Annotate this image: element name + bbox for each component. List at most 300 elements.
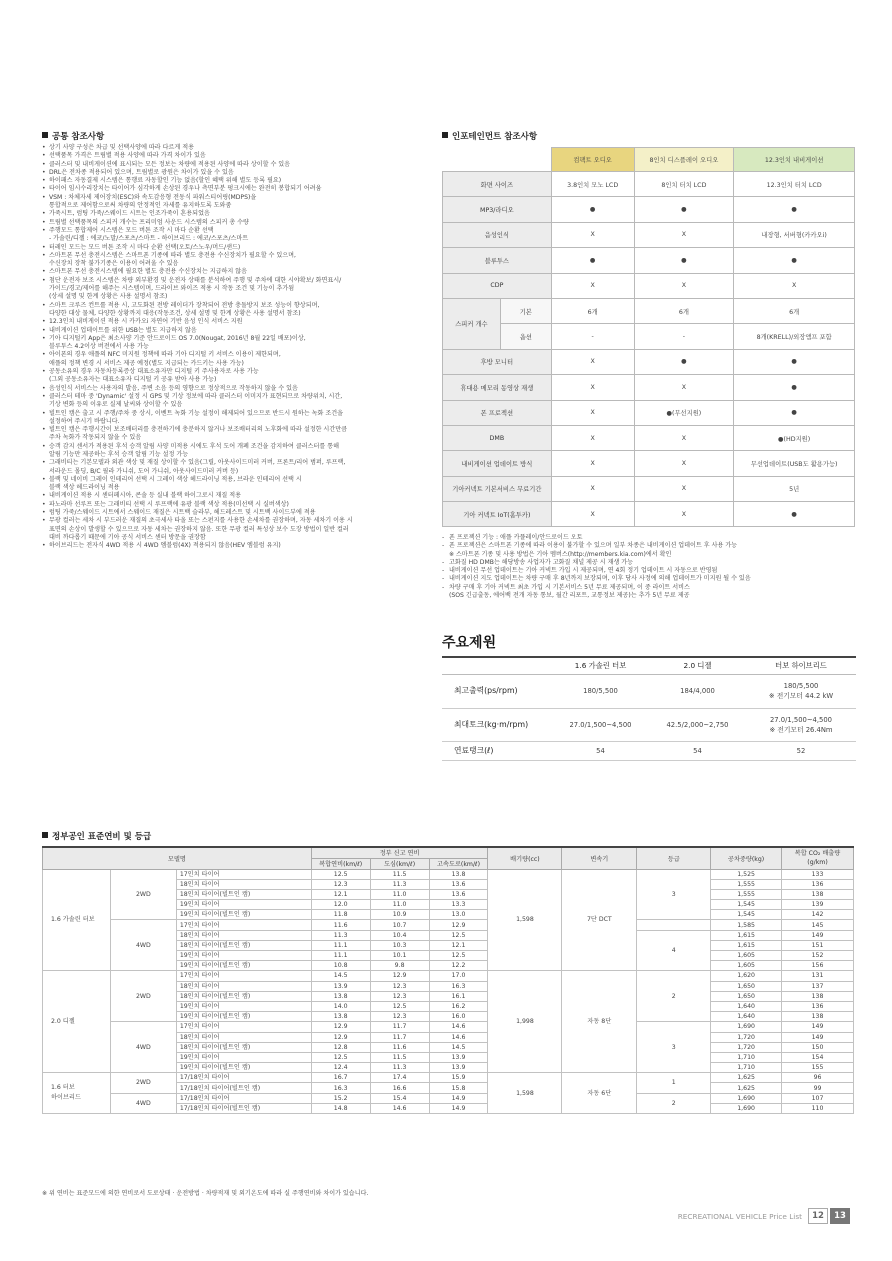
table-cell: ● [634, 248, 734, 273]
fuel-value: 13.3 [429, 900, 488, 910]
table-cell: X [551, 400, 634, 425]
page-number-left: 12 [808, 1208, 828, 1224]
curb-weight: 1,605 [711, 951, 782, 961]
row-label: CDP [443, 273, 552, 298]
fuel-header-combined: 복합연비(km/ℓ) [311, 858, 370, 869]
tire-option: 18인치 타이어 [176, 930, 311, 940]
table-row [443, 298, 855, 323]
fuel-value: 16.6 [370, 1083, 429, 1093]
fuel-value: 14.6 [429, 1022, 488, 1032]
fuel-value: 14.0 [311, 1001, 370, 1011]
tire-option: 18인치 타이어(빌트인 캠) [176, 1042, 311, 1052]
note-item: • 스마트 크루즈 컨트롤 적용 시, 고도화된 전방 레이더가 장착되어 전방 충돌방지 보조 성능이 향상되며, 다양한 대상 물체, 다양한 상황까지 대응(작동조건, 상세 설명 및 한계 상황은 사용 설명서 참조) [42, 302, 422, 319]
displacement: 1,598 [488, 869, 562, 971]
fuel-economy-table [42, 846, 854, 1114]
spec-value: 27.0/1,500~4,500 [552, 708, 649, 741]
drive-type: 4WD [110, 1022, 176, 1073]
curb-weight: 1,615 [711, 940, 782, 950]
table-cell: ● [634, 197, 734, 222]
fuel-header-displacement: 배기량(cc) [488, 847, 562, 869]
tire-option: 19인치 타이어 [176, 900, 311, 910]
table-cell: - [551, 324, 634, 349]
displacement: 1,598 [488, 1073, 562, 1114]
infotainment-title: 인포테인먼트 참조사항 [442, 130, 537, 142]
note-item: • 내비게이션 업데이트를 위한 USB는 별도 지급하지 않음 [42, 327, 422, 335]
table-row [442, 741, 856, 760]
drive-type: 4WD [110, 920, 176, 971]
row-label: 블루투스 [443, 248, 552, 273]
table-cell: X [634, 451, 734, 476]
fuel-value: 13.8 [311, 1012, 370, 1022]
table-cell: 6개 [551, 298, 634, 323]
fuel-value: 12.9 [370, 971, 429, 981]
specs-title: 주요제원 [442, 635, 497, 651]
note-item: • 빌트인 캠은 출고 시 주행/주차 중 상시, 이벤트 녹화 기능 설정이 해제되어 있으므로 반드시 원하는 녹화 조건을 설정하여 주시기 바랍니다. [42, 410, 422, 427]
fuel-value: 14.5 [429, 1042, 488, 1052]
fuel-value: 10.9 [370, 910, 429, 920]
note-item: • 아이폰의 경우 애플의 NFC 미지원 정책에 따라 기아 디지털 키 서비스 이용이 제한되며, 애플의 정책 변경 시 서비스 제공 예정(별도 지급되는 카드키는 사용 가능) [42, 351, 422, 368]
note-item: • 트림별 선택품목의 스피커 개수는 프리미엄 사운드 시스템의 스피커 총 수량 [42, 219, 422, 227]
note-item: • 빌트인 캠은 주행시간이 보조배터리를 충전하기에 충분하지 않거나 보조배터리의 노후화에 따라 설정한 시간만큼 주차 녹화가 작동되지 않을 수 있음 [42, 426, 422, 443]
spec-value: 180/5,500 ※ 전기모터 44.2 kW [746, 674, 856, 708]
fuel-header-curb-weight: 공차중량(kg) [711, 847, 782, 869]
fuel-value: 12.3 [370, 1012, 429, 1022]
table-cell: ● [734, 248, 855, 273]
fuel-value: 14.5 [311, 971, 370, 981]
table-cell: - [634, 324, 734, 349]
fuel-value: 12.3 [311, 879, 370, 889]
co2-emission: 110 [782, 1103, 854, 1113]
curb-weight: 1,585 [711, 920, 782, 930]
row-label: 음성인식 [443, 222, 552, 247]
displacement: 1,998 [488, 971, 562, 1073]
curb-weight: 1,710 [711, 1052, 782, 1062]
efficiency-grade: 2 [637, 1093, 711, 1113]
efficiency-grade: 4 [637, 930, 711, 971]
row-label: 스피커 개수 [443, 298, 501, 349]
fuel-value: 15.4 [370, 1093, 429, 1103]
fuel-value: 12.1 [311, 889, 370, 899]
fuel-value: 16.3 [429, 981, 488, 991]
fuel-header-grade: 등급 [637, 847, 711, 869]
fuel-value: 11.0 [370, 889, 429, 899]
note-item: - 폰 프로젝션은 스마트폰 기종에 따라 이용이 불가할 수 있으며 일부 차종은 내비게이션 업데이트 후 사용 가능 ※ 스마트폰 기종 및 사용 방법은 기아 멤버스(http://members.kia.com)에서 확인 [442, 542, 862, 559]
table-cell: ●(HD지원) [734, 425, 855, 450]
note-item: • 선택품목 가격은 트림별 적용 사양에 따라 가격 차이가 있음 [42, 152, 422, 160]
row-label: 기아커넥트 기본서비스 무료기간 [443, 476, 552, 501]
row-label: 내비게이션 업데이트 방식 [443, 451, 552, 476]
spec-label: 최고출력(ps/rpm) [442, 674, 552, 708]
fuel-value: 13.9 [311, 981, 370, 991]
note-item: - 고화질 HD DMB는 해당방송 사업자가 고화질 채널 제공 시 재생 가능 [442, 559, 862, 567]
row-label: DMB [443, 425, 552, 450]
table-cell: 12.3인치 터치 LCD [734, 172, 855, 197]
tire-option: 17인치 타이어 [176, 869, 311, 879]
table-row [43, 869, 854, 879]
model-name: 1.6 터보 하이브리드 [43, 1073, 111, 1114]
note-item: • 클러스터 테마 중 'Dynamic' 설정 시 GPS 및 기상 정보에 따라 클러스터 이미지가 표현되므로 차량위치, 시간, 기상 변화 등의 이유로 실제 날씨와 상이할 수 있음 [42, 393, 422, 410]
co2-emission: 145 [782, 920, 854, 930]
note-item: • 12.3인치 내비게이션 적용 시 카카오i 자연어 기반 음성 인식 서비스 지원 [42, 318, 422, 326]
fuel-value: 11.0 [370, 900, 429, 910]
note-item: • 무광 컬러는 세차 시 부드러운 재질의 초극세사 타올 또는 스펀지를 사용한 손세차를 권장하며, 자동 세차기 이용 시 표면의 손상이 발생할 수 있으므로 자동 세차는 권장하지 않음. 또한 무광 컬러 특성상 보수 도장 방법이 일반 컬러 대비 까다롭기 때문에 기아 공식 서비스 센터 방문을 권장함 [42, 517, 422, 542]
table-row [443, 222, 855, 247]
col-compact-audio: 컴팩트 오디오 [551, 148, 634, 172]
specs-col-hybrid: 터보 하이브리드 [746, 657, 856, 674]
co2-emission: 149 [782, 1032, 854, 1042]
fuel-value: 12.3 [370, 991, 429, 1001]
curb-weight: 1,625 [711, 1083, 782, 1093]
table-cell: ● [734, 400, 855, 425]
curb-weight: 1,650 [711, 991, 782, 1001]
infotainment-table [442, 147, 855, 527]
fuel-value: 11.6 [311, 920, 370, 930]
fuel-value: 14.8 [311, 1103, 370, 1113]
table-cell: X [634, 375, 734, 400]
co2-emission: 139 [782, 900, 854, 910]
table-row [443, 248, 855, 273]
efficiency-grade: 3 [637, 869, 711, 920]
table-cell: ● [551, 248, 634, 273]
note-item: • 터레인 모드는 모드 버튼 조작 시 마다 순환 선택(오토/스노우/머드/샌드) [42, 244, 422, 252]
tire-option: 17/18인치 타이어(빌트인 캠) [176, 1083, 311, 1093]
fuel-value: 16.7 [311, 1073, 370, 1083]
table-cell: ● [551, 197, 634, 222]
table-cell: 6개 [734, 298, 855, 323]
fuel-value: 13.8 [429, 869, 488, 879]
table-cell: 5년 [734, 476, 855, 501]
tire-option: 19인치 타이어(빌트인 캠) [176, 1063, 311, 1073]
fuel-value: 16.2 [429, 1001, 488, 1011]
fuel-value: 14.9 [429, 1103, 488, 1113]
curb-weight: 1,710 [711, 1063, 782, 1073]
spec-label: 최대토크(kg·m/rpm) [442, 708, 552, 741]
table-cell: X [551, 502, 634, 527]
fuel-value: 13.6 [429, 889, 488, 899]
specs-col-gasoline: 1.6 가솔린 터보 [552, 657, 649, 674]
drive-type: 4WD [110, 1093, 176, 1113]
curb-weight: 1,620 [711, 971, 782, 981]
table-cell: X [551, 375, 634, 400]
row-label: 후방 모니터 [443, 349, 552, 374]
table-cell: ●(무선지원) [634, 400, 734, 425]
fuel-header-model: 모델명 [43, 847, 312, 869]
fuel-value: 12.8 [311, 1042, 370, 1052]
fuel-value: 11.3 [370, 1063, 429, 1073]
table-row [43, 1093, 854, 1103]
spec-value: 180/5,500 [552, 674, 649, 708]
fuel-header-city: 도심(km/ℓ) [370, 858, 429, 869]
note-item: • 주행모드 통합제어 시스템은 모드 버튼 조작 시 마다 순환 선택 - 가솔린/디젤 : 에코/노말/스포츠/스마트 - 하이브리드 : 에코/스포츠/스마트 [42, 227, 422, 244]
tire-option: 19인치 타이어 [176, 951, 311, 961]
tire-option: 17인치 타이어 [176, 920, 311, 930]
fuel-value: 10.8 [311, 961, 370, 971]
fuel-header-transmission: 변속기 [562, 847, 637, 869]
table-cell: 6개 [634, 298, 734, 323]
table-row [443, 273, 855, 298]
table-corner [443, 148, 552, 172]
note-item: • 첨단 운전자 보조 시스템은 차량 외부환경 및 운전자 상태를 분석하여 주행 및 주차에 대한 시야확보/ 화면표시/ 가이드/경고/제어를 해주는 시스템이며, 드라이브 와이즈 적용 시 작동 조건 및 기능이 추가됨 (상세 설명 및 한계 상황은 사용 설명서 참조) [42, 277, 422, 302]
table-cell: ● [734, 197, 855, 222]
fuel-value: 12.5 [429, 951, 488, 961]
fuel-value: 16.3 [311, 1083, 370, 1093]
note-item: • 그래비티는 기본모델과 외관 색상 및 재질 상이할 수 있음(그릴, 아웃사이드미러 커버, 프론트/리어 범퍼, 루프랙, 서라운드 몰딩, B/C 필라 가니쉬, 도어 가니쉬, 아웃사이드미러 커버 등) [42, 459, 422, 476]
model-name: 1.6 가솔린 터보 [43, 869, 111, 971]
curb-weight: 1,640 [711, 1012, 782, 1022]
table-cell: X [551, 273, 634, 298]
page-number-right: 13 [830, 1208, 850, 1224]
transmission: 자동 8단 [562, 971, 637, 1073]
co2-emission: 133 [782, 869, 854, 879]
fuel-value: 17.0 [429, 971, 488, 981]
co2-emission: 152 [782, 951, 854, 961]
tire-option: 18인치 타이어(빌트인 캠) [176, 889, 311, 899]
square-bullet-icon [42, 832, 48, 838]
co2-emission: 96 [782, 1073, 854, 1083]
table-row [443, 451, 855, 476]
spec-value: 54 [649, 741, 746, 760]
curb-weight: 1,640 [711, 1001, 782, 1011]
fuel-value: 14.6 [370, 1103, 429, 1113]
table-cell: 8개(KRELL)/외장앰프 포함 [734, 324, 855, 349]
table-cell: X [551, 451, 634, 476]
drive-type: 2WD [110, 1073, 176, 1093]
note-item: • 하이패스 자동결제 시스템은 통행료 자동할인 기능 없음(할인 혜택 위해 별도 등록 필요) [42, 177, 422, 185]
fuel-header-highway: 고속도로(km/ℓ) [429, 858, 488, 869]
tire-option: 17/18인치 타이어 [176, 1073, 311, 1083]
spec-value: 54 [552, 741, 649, 760]
fuel-value: 10.4 [370, 930, 429, 940]
co2-emission: 151 [782, 940, 854, 950]
co2-emission: 150 [782, 1042, 854, 1052]
common-notes-list [42, 144, 422, 551]
spec-value: 52 [746, 741, 856, 760]
fuel-value: 13.6 [429, 879, 488, 889]
fuel-value: 12.3 [370, 981, 429, 991]
curb-weight: 1,690 [711, 1093, 782, 1103]
curb-weight: 1,525 [711, 869, 782, 879]
table-row [443, 502, 855, 527]
fuel-value: 10.3 [370, 940, 429, 950]
specs-corner [442, 657, 552, 674]
drive-type: 2WD [110, 869, 176, 920]
fuel-value: 11.7 [370, 1022, 429, 1032]
table-row [43, 1073, 854, 1083]
table-cell: 8인치 터치 LCD [634, 172, 734, 197]
curb-weight: 1,605 [711, 961, 782, 971]
tire-option: 18인치 타이어(빌트인 캠) [176, 940, 311, 950]
co2-emission: 149 [782, 1022, 854, 1032]
row-label: 화면 사이즈 [443, 172, 552, 197]
note-item: • 스마트폰 무선 충전시스템은 스마트폰 기종에 따라 별도 충전용 수신장치가 필요할 수 있으며, 수신장치 장착 불가기종은 이용이 어려울 수 있음 [42, 252, 422, 269]
curb-weight: 1,555 [711, 879, 782, 889]
fuel-value: 17.4 [370, 1073, 429, 1083]
table-row [443, 400, 855, 425]
co2-emission: 142 [782, 910, 854, 920]
curb-weight: 1,625 [711, 1073, 782, 1083]
tire-option: 18인치 타이어 [176, 1032, 311, 1042]
note-item: • 클러스터 및 내비게이션에 표시되는 모든 정보는 차량에 적용된 사양에 따라 상이할 수 있음 [42, 161, 422, 169]
row-label: 휴대용 메모리 동영상 재생 [443, 375, 552, 400]
table-row [443, 476, 855, 501]
note-item: • 블랙 및 네이비 그레이 인테리어 선택 시 그레이 색상 헤드라이닝 적용, 브라운 인테리어 선택 시 블랙 색상 헤드라이닝 적용 [42, 476, 422, 493]
table-cell: X [634, 273, 734, 298]
fuel-value: 12.9 [429, 920, 488, 930]
table-cell: X [634, 425, 734, 450]
model-name: 2.0 디젤 [43, 971, 111, 1073]
table-row [443, 197, 855, 222]
row-label: MP3/라디오 [443, 197, 552, 222]
fuel-value: 13.9 [429, 1063, 488, 1073]
table-row [43, 920, 854, 930]
fuel-value: 11.5 [370, 1052, 429, 1062]
tire-option: 19인치 타이어(빌트인 캠) [176, 1012, 311, 1022]
note-item: • 공동소유의 경우 자동차등록증상 대표소유자만 디지털 키 주사용자로 사용 가능 (그외 공동소유자는 대표소유자 디지털 키 공유 받아 사용 가능) [42, 368, 422, 385]
curb-weight: 1,690 [711, 1022, 782, 1032]
fuel-footnote: ※ 위 연비는 표준모드에 의한 연비로서 도로상태 · 운전방법 · 차량적재 및 외기온도에 따라 실 주행연비와 차이가 있습니다. [42, 1190, 369, 1197]
fuel-value: 11.1 [311, 951, 370, 961]
table-row [443, 375, 855, 400]
fuel-value: 9.8 [370, 961, 429, 971]
common-notes-title: 공통 참조사항 [42, 130, 104, 142]
transmission: 자동 6단 [562, 1073, 637, 1114]
curb-weight: 1,545 [711, 900, 782, 910]
fuel-value: 11.3 [370, 879, 429, 889]
fuel-value: 15.2 [311, 1093, 370, 1103]
curb-weight: 1,720 [711, 1032, 782, 1042]
curb-weight: 1,545 [711, 910, 782, 920]
fuel-value: 12.5 [370, 1001, 429, 1011]
fuel-value: 14.9 [429, 1093, 488, 1103]
note-item: - 차량 구매 후 기아 커넥트 최초 가입 시 기본서비스 5년 무료 제공되며, 이 중 라이트 서비스 (SOS 긴급출동, 에어백 전개 자동 통보, 월간 리포트, 교통정보 제공)는 추가 5년 무료 제공 [442, 584, 862, 601]
co2-emission: 131 [782, 971, 854, 981]
fuel-value: 12.1 [429, 940, 488, 950]
tire-option: 18인치 타이어 [176, 879, 311, 889]
co2-emission: 154 [782, 1052, 854, 1062]
tire-option: 17인치 타이어 [176, 1022, 311, 1032]
co2-emission: 155 [782, 1063, 854, 1073]
tire-option: 17/18인치 타이어 [176, 1093, 311, 1103]
co2-emission: 136 [782, 879, 854, 889]
note-item: • 승객 감지 센서가 적용된 후석 승객 알림 사양 미적용 시에도 후석 도어 개폐 조건을 감지하여 클러스터를 통해 알림 기능만 제공하는 후석 승객 알림 기능 설정 가능 [42, 443, 422, 460]
tire-option: 19인치 타이어 [176, 1052, 311, 1062]
table-row [442, 708, 856, 741]
fuel-value: 11.8 [311, 910, 370, 920]
fuel-value: 11.7 [370, 1032, 429, 1042]
tire-option: 19인치 타이어 [176, 1001, 311, 1011]
spec-value: 184/4,000 [649, 674, 746, 708]
tire-option: 17/18인치 타이어(빌트인 캠) [176, 1103, 311, 1113]
table-row [442, 674, 856, 708]
tire-option: 18인치 타이어 [176, 981, 311, 991]
table-row [443, 172, 855, 197]
note-item: • 파노라마 선루프 또는 그래비티 선택 시 루프랙에 유광 블랙 색상 적용(미선택 시 실버색상) [42, 501, 422, 509]
curb-weight: 1,720 [711, 1042, 782, 1052]
fuel-value: 14.6 [429, 1032, 488, 1042]
co2-emission: 136 [782, 1001, 854, 1011]
fuel-title: 정부공인 표준연비 및 등급 [42, 830, 151, 842]
fuel-value: 12.5 [311, 869, 370, 879]
note-item: • DRL은 전차종 적용되어 있으며, 트림별로 광원은 차이가 있을 수 있음 [42, 169, 422, 177]
fuel-header-gov: 정부 신고 연비 [311, 847, 488, 858]
spec-value: 42.5/2,000~2,750 [649, 708, 746, 741]
table-cell: ● [734, 375, 855, 400]
fuel-value: 13.8 [311, 991, 370, 1001]
row-label: 폰 프로젝션 [443, 400, 552, 425]
fuel-value: 12.9 [311, 1032, 370, 1042]
table-row [443, 349, 855, 374]
note-item: • 내비게이션 적용 시 센터페시아, 콘솔 등 실내 블랙 하이그로시 재질 적용 [42, 492, 422, 500]
fuel-value: 11.1 [311, 940, 370, 950]
co2-emission: 138 [782, 1012, 854, 1022]
table-cell: ● [634, 349, 734, 374]
table-cell: X [634, 476, 734, 501]
row-sublabel: 기본 [500, 298, 551, 323]
table-cell: X [634, 502, 734, 527]
curb-weight: 1,615 [711, 930, 782, 940]
fuel-value: 15.8 [429, 1083, 488, 1093]
fuel-value: 10.7 [370, 920, 429, 930]
note-item: • 하이브리드는 전자식 4WD 적용 시 4WD 엠블럼(4X) 적용되지 않음(HEV 엠블럼 유지) [42, 542, 422, 550]
fuel-value: 12.5 [311, 1052, 370, 1062]
table-row [443, 324, 855, 349]
table-cell: X [551, 425, 634, 450]
table-row [443, 425, 855, 450]
fuel-value: 13.9 [429, 1052, 488, 1062]
efficiency-grade: 2 [637, 971, 711, 1022]
table-cell: X [634, 222, 734, 247]
fuel-value: 12.4 [311, 1063, 370, 1073]
tire-option: 19인치 타이어(빌트인 캠) [176, 910, 311, 920]
page-footer [678, 1208, 850, 1224]
table-cell: ● [734, 349, 855, 374]
table-cell: X [551, 222, 634, 247]
fuel-header-co2: 복합 CO₂ 배출량 (g/km) [782, 847, 854, 869]
co2-emission: 138 [782, 991, 854, 1001]
note-item: • VSM : 차체자세 제어장치(ESC)와 속도감응형 전동식 파워스티어링(MDPS)을 통합적으로 제어함으로써 차량의 안정적인 자세를 유지하도록 도와줌 [42, 194, 422, 211]
fuel-value: 16.1 [429, 991, 488, 1001]
fuel-value: 11.6 [370, 1042, 429, 1052]
co2-emission: 107 [782, 1093, 854, 1103]
specs-col-diesel: 2.0 디젤 [649, 657, 746, 674]
note-item: • 타이어 임시수리장치는 타이어가 심각하게 손상된 경우나 측면부분 펑크시에는 완전히 봉합되기 어려움 [42, 185, 422, 193]
fuel-value: 13.0 [429, 910, 488, 920]
fuel-value: 11.3 [311, 930, 370, 940]
table-row [43, 971, 854, 981]
footer-text: RECREATIONAL VEHICLE Price List [677, 1211, 802, 1221]
note-item: • 스마트폰 무선 충전시스템에 필요한 별도 충전용 수신장치는 지급하지 않음 [42, 268, 422, 276]
fuel-value: 10.1 [370, 951, 429, 961]
efficiency-grade: 3 [637, 1022, 711, 1073]
curb-weight: 1,650 [711, 981, 782, 991]
spec-value: 27.0/1,500~4,500 ※ 전기모터 26.4Nm [746, 708, 856, 741]
note-item: • 가죽시트, 럼팅 가죽/스웨이드 시트는 인조가죽이 혼용되었음 [42, 210, 422, 218]
drive-type: 2WD [110, 971, 176, 1022]
fuel-value: 16.0 [429, 1012, 488, 1022]
efficiency-grade [637, 920, 711, 930]
square-bullet-icon [42, 132, 48, 138]
col-8inch-display-audio: 8인치 디스플레이 오디오 [634, 148, 734, 172]
fuel-value: 11.5 [370, 869, 429, 879]
table-cell: 내장형, 서버형(카카오i) [734, 222, 855, 247]
tire-option: 18인치 타이어(빌트인 캠) [176, 991, 311, 1001]
infotainment-notes [442, 534, 862, 600]
table-row [43, 1022, 854, 1032]
fuel-value: 12.2 [429, 961, 488, 971]
note-item: - 내비게이션 지도 업데이트는 차량 구매 후 8년까지 보장되며, 이후 당사 사정에 의해 업데이트가 미지원 될 수 있음 [442, 575, 862, 583]
square-bullet-icon [442, 132, 448, 138]
table-cell: X [734, 273, 855, 298]
